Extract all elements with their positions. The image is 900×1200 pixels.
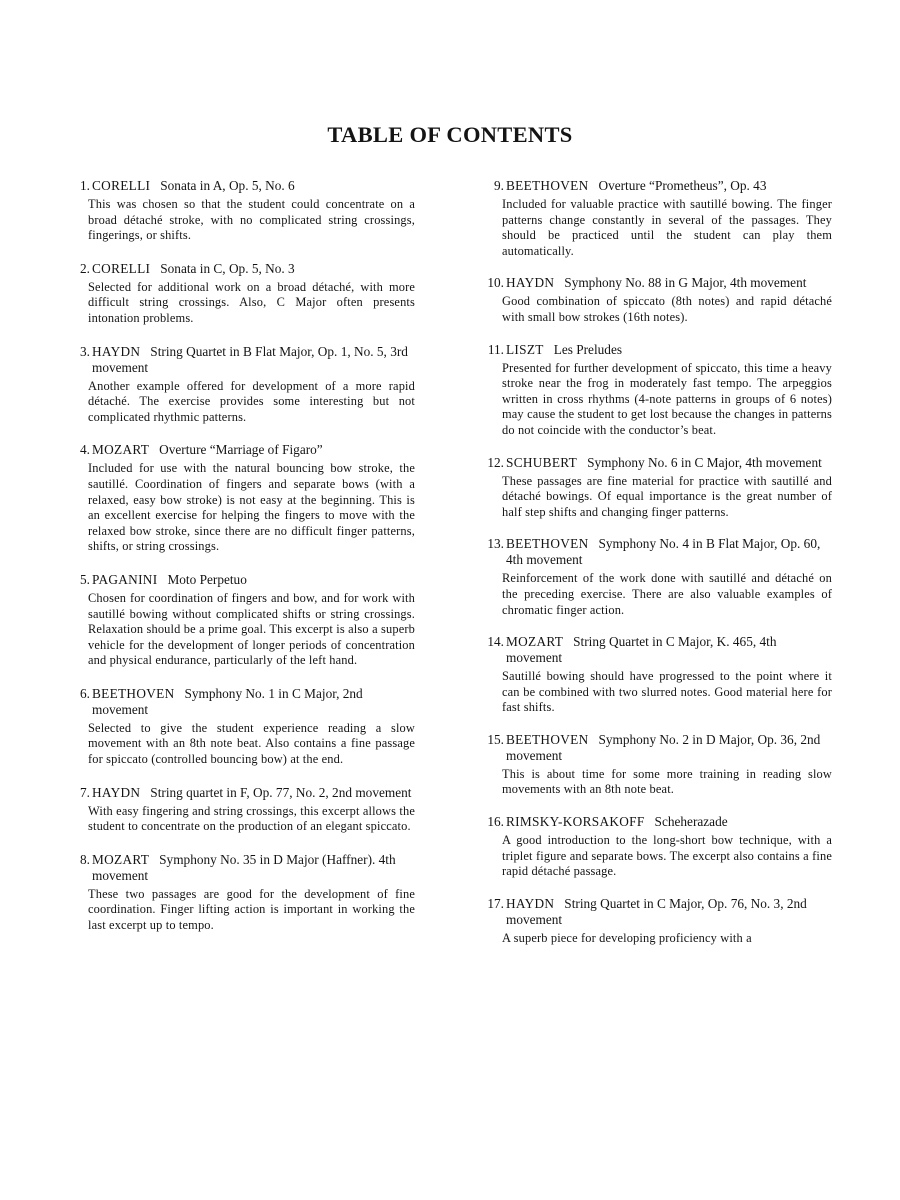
entry-number: 1. <box>80 178 90 193</box>
entry-work: Symphony No. 88 in G Major, 4th movement <box>564 275 807 291</box>
entry-composer: PAGANINI <box>92 571 158 587</box>
entry-work: Overture “Prometheus”, Op. 43 <box>598 178 767 193</box>
toc-entry <box>480 342 832 439</box>
entry-number: 15. <box>487 731 504 747</box>
entry-composer: CORELLI <box>92 260 151 276</box>
entry-description: Sautillé bowing should have progressed to the point where it can be combined with two slurred notes. Good material here for fast shifts. <box>502 669 832 715</box>
entry-number: 12. <box>487 454 504 470</box>
entry-number: 14. <box>487 634 504 650</box>
toc-entry <box>66 442 415 555</box>
entry-description: With easy fingering and string crossings, this excerpt allows the student to concentrate on the production of an elegant spiccato. <box>88 803 415 834</box>
toc-entry <box>480 634 832 716</box>
entry-number: 16. <box>487 814 504 830</box>
entry-description: These two passages are good for the development of fine coordination. Finger lifting action is important in working the last excerpt up to tempo. <box>88 886 415 933</box>
entry-number: 2. <box>80 260 90 276</box>
entry-work: Symphony No. 35 in D Major (Haffner). 4th movement <box>92 851 396 883</box>
entry-heading <box>480 732 832 764</box>
entry-heading <box>66 572 415 588</box>
entry-description: Reinforcement of the work done with sautillé and détaché on the preceding exercise. There are also valuable examples of chromatic finger action. <box>502 571 832 617</box>
toc-entry <box>66 178 415 244</box>
entry-work: Sonata in C, Op. 5, No. 3 <box>160 260 295 276</box>
toc-entry <box>66 572 415 669</box>
entry-work: Overture “Marriage of Figaro” <box>159 442 323 458</box>
entry-number: 10. <box>487 275 504 291</box>
toc-entry <box>66 686 415 768</box>
entry-heading <box>480 275 832 291</box>
entry-description: Chosen for coordination of fingers and bow, and for work with sautillé bowing without complicated shifts or string crossings. Relaxation should be a prime goal. This excerpt is also a superb vehicle for the development of longer periods of concentration and physical endurance, particularly of the left hand. <box>88 590 415 668</box>
entry-work: String Quartet in C Major, Op. 76, No. 3, 2nd movement <box>506 895 807 927</box>
entry-work: String Quartet in B Flat Major, Op. 1, No. 5, 3rd movement <box>92 343 408 375</box>
entry-composer: CORELLI <box>92 178 151 193</box>
toc-entry <box>480 896 832 947</box>
entry-composer: MOZART <box>506 634 564 650</box>
entry-heading <box>66 785 415 801</box>
toc-entry <box>66 344 415 426</box>
entry-description: Included for use with the natural bouncing bow stroke, the sautillé. Coordination of fingers and separate bows (with a relaxed, easy bow stroke) is not easy at the beginning. This is an excellent exercise for helping the fingers to move with the relaxed bow stroke, since there are no difficult finger patterns, shifts, or string crossings. <box>88 461 415 554</box>
entry-heading <box>480 814 832 830</box>
entry-heading <box>66 852 415 884</box>
entry-description: These passages are fine material for practice with sautillé and détaché bowings. Of equal importance is the great number of half step shifts and changing finger patterns. <box>502 473 832 519</box>
entry-heading <box>480 178 832 194</box>
toc-entry <box>66 261 415 327</box>
entry-work: String quartet in F, Op. 77, No. 2, 2nd movement <box>150 784 412 800</box>
toc-entry <box>480 178 832 259</box>
entry-number: 4. <box>80 442 90 458</box>
entry-work: String Quartet in C Major, K. 465, 4th movement <box>506 634 777 666</box>
entry-composer: RIMSKY-KORSAKOFF <box>506 814 645 830</box>
entry-number: 5. <box>80 571 90 587</box>
entry-number: 9. <box>494 178 504 193</box>
entry-description: This is about time for some more training in reading slow movements with an 8th note beat. <box>502 766 832 797</box>
entry-composer: MOZART <box>92 442 150 458</box>
toc-entry <box>480 732 832 798</box>
entry-description: Selected for additional work on a broad détaché, with more difficult string crossings. Also, C Major often presents intonation problems. <box>88 279 415 325</box>
entry-number: 13. <box>487 536 504 552</box>
entry-composer: HAYDN <box>92 784 141 800</box>
entry-number: 3. <box>80 343 90 359</box>
entry-description: Good combination of spiccato (8th notes) and rapid détaché with small bow strokes (16th notes). <box>502 294 832 324</box>
entry-heading <box>66 261 415 277</box>
entry-heading <box>480 536 832 568</box>
entry-heading <box>480 455 832 471</box>
toc-entry <box>480 536 832 618</box>
entry-composer: BEETHOVEN <box>506 178 589 193</box>
entry-heading <box>66 442 415 458</box>
right-column <box>480 178 832 962</box>
entry-description: Presented for further development of spiccato, this time a heavy stroke near the frog in moderately fast tempo. The arpeggios written in cross rhythms (4-note patterns in groups of 6 notes) may cause the student to get lost because the changes in patterns do not coincide with the conductor’s beat. <box>502 360 832 437</box>
entry-description: A good introduction to the long-short bow technique, with a triplet figure and separate bows. The excerpt also contains a fine rapid détaché passage. <box>502 833 832 879</box>
entry-work: Symphony No. 2 in D Major, Op. 36, 2nd movement <box>506 731 821 763</box>
entry-composer: HAYDN <box>506 895 555 911</box>
entry-composer: HAYDN <box>506 275 555 291</box>
entry-work: Les Preludes <box>553 341 623 357</box>
entry-work: Symphony No. 4 in B Flat Major, Op. 60, 4th movement <box>506 536 821 568</box>
toc-entry <box>66 785 415 835</box>
entry-heading <box>66 686 415 718</box>
entry-composer: SCHUBERT <box>506 454 578 470</box>
toc-entry <box>480 455 832 521</box>
entry-heading <box>66 344 415 376</box>
entry-number: 6. <box>80 685 90 701</box>
entry-number: 8. <box>80 851 90 867</box>
entry-work: Moto Perpetuo <box>167 571 247 587</box>
entry-work: Symphony No. 1 in C Major, 2nd movement <box>92 685 363 717</box>
entry-heading <box>480 896 832 928</box>
entry-work: Symphony No. 6 in C Major, 4th movement <box>587 454 822 470</box>
entry-heading <box>480 634 832 666</box>
entry-work: Scheherazade <box>654 814 728 830</box>
entry-number: 17. <box>487 895 504 911</box>
toc-entry <box>480 814 832 880</box>
entry-heading <box>66 178 415 194</box>
entry-work: Sonata in A, Op. 5, No. 6 <box>160 178 295 193</box>
entry-description: Selected to give the student experience reading a slow movement with an 8th note beat. Also contains a fine passage for spiccato (controlled bouncing bow) at the end. <box>88 720 415 767</box>
entry-number: 11. <box>487 341 504 357</box>
entry-description: Another example offered for development of a more rapid détaché. The exercise provides some interesting but not complicated rhythmic patterns. <box>88 378 415 424</box>
entry-composer: BEETHOVEN <box>506 731 589 747</box>
left-column <box>66 178 415 951</box>
entry-composer: HAYDN <box>92 343 141 359</box>
entry-composer: LISZT <box>506 341 544 357</box>
entry-description: Included for valuable practice with sautillé bowing. The finger patterns change constantly in several of the passages. They should be practiced until the student can play them automatically. <box>502 197 832 258</box>
toc-entry <box>480 275 832 325</box>
entry-composer: BEETHOVEN <box>92 685 175 701</box>
entry-composer: MOZART <box>92 851 150 867</box>
entry-description: This was chosen so that the student could concentrate on a broad détaché stroke, with no complicated string crossings, fingerings, or shifts. <box>88 197 415 243</box>
entry-number: 7. <box>80 784 90 800</box>
toc-entry <box>66 852 415 934</box>
entry-description: A superb piece for developing proficiency with a <box>502 930 752 945</box>
page-title: TABLE OF CONTENTS <box>327 122 573 147</box>
entry-composer: BEETHOVEN <box>506 536 589 552</box>
entry-heading <box>480 342 832 358</box>
